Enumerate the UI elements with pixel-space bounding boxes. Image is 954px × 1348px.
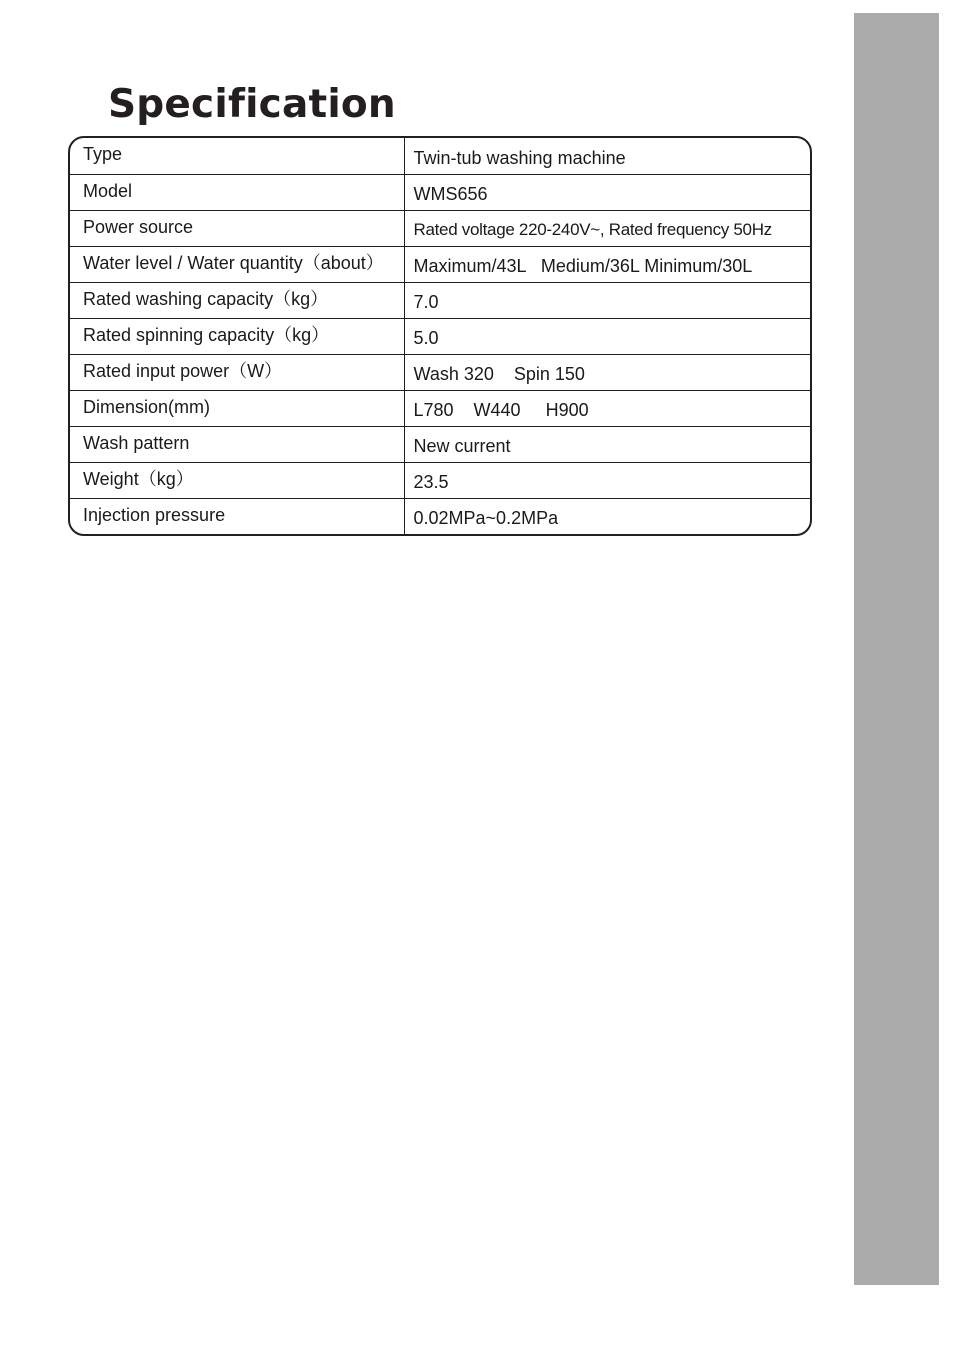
spec-value: Rated voltage 220-240V~, Rated frequency 50Hz [404, 210, 810, 246]
spec-row-power-source [70, 210, 810, 246]
spec-label: Water level / Water quantity（about） [70, 246, 404, 282]
spec-value: Twin-tub washing machine [404, 138, 810, 174]
spec-value: 5.0 [404, 318, 810, 354]
spec-row-wash-pattern [70, 426, 810, 462]
spec-row-washing-capacity [70, 282, 810, 318]
spec-row-spinning-capacity [70, 318, 810, 354]
spec-row-injection-pressure [70, 498, 810, 534]
spec-label: Rated spinning capacity（kg） [70, 318, 404, 354]
side-tab-band [854, 13, 939, 1285]
spec-row-water-level [70, 246, 810, 282]
spec-label: Rated input power（W） [70, 354, 404, 390]
spec-row-dimension [70, 390, 810, 426]
spec-row-type [70, 138, 810, 174]
spec-label: Dimension(mm) [70, 390, 404, 426]
spec-label: Power source [70, 210, 404, 246]
spec-label: Type [70, 138, 404, 174]
spec-value: New current [404, 426, 810, 462]
spec-value: 23.5 [404, 462, 810, 498]
spec-table-grid [70, 138, 810, 534]
spec-value: L780 W440 H900 [404, 390, 810, 426]
spec-row-weight [70, 462, 810, 498]
page-title: Specification [108, 82, 396, 127]
spec-value: 7.0 [404, 282, 810, 318]
spec-value: Maximum/43L Medium/36L Minimum/30L [404, 246, 810, 282]
spec-value: 0.02MPa~0.2MPa [413, 508, 559, 529]
specification-table [68, 136, 812, 536]
spec-label: Weight（kg） [70, 462, 404, 498]
spec-value: Wash 320 Spin 150 [404, 354, 810, 390]
spec-row-input-power [70, 354, 810, 390]
spec-label: Model [70, 174, 404, 210]
spec-value: WMS656 [404, 174, 810, 210]
spec-label: Injection pressure [70, 498, 404, 534]
spec-label: Wash pattern [70, 426, 404, 462]
spec-label: Rated washing capacity（kg） [70, 282, 404, 318]
spec-row-model [70, 174, 810, 210]
